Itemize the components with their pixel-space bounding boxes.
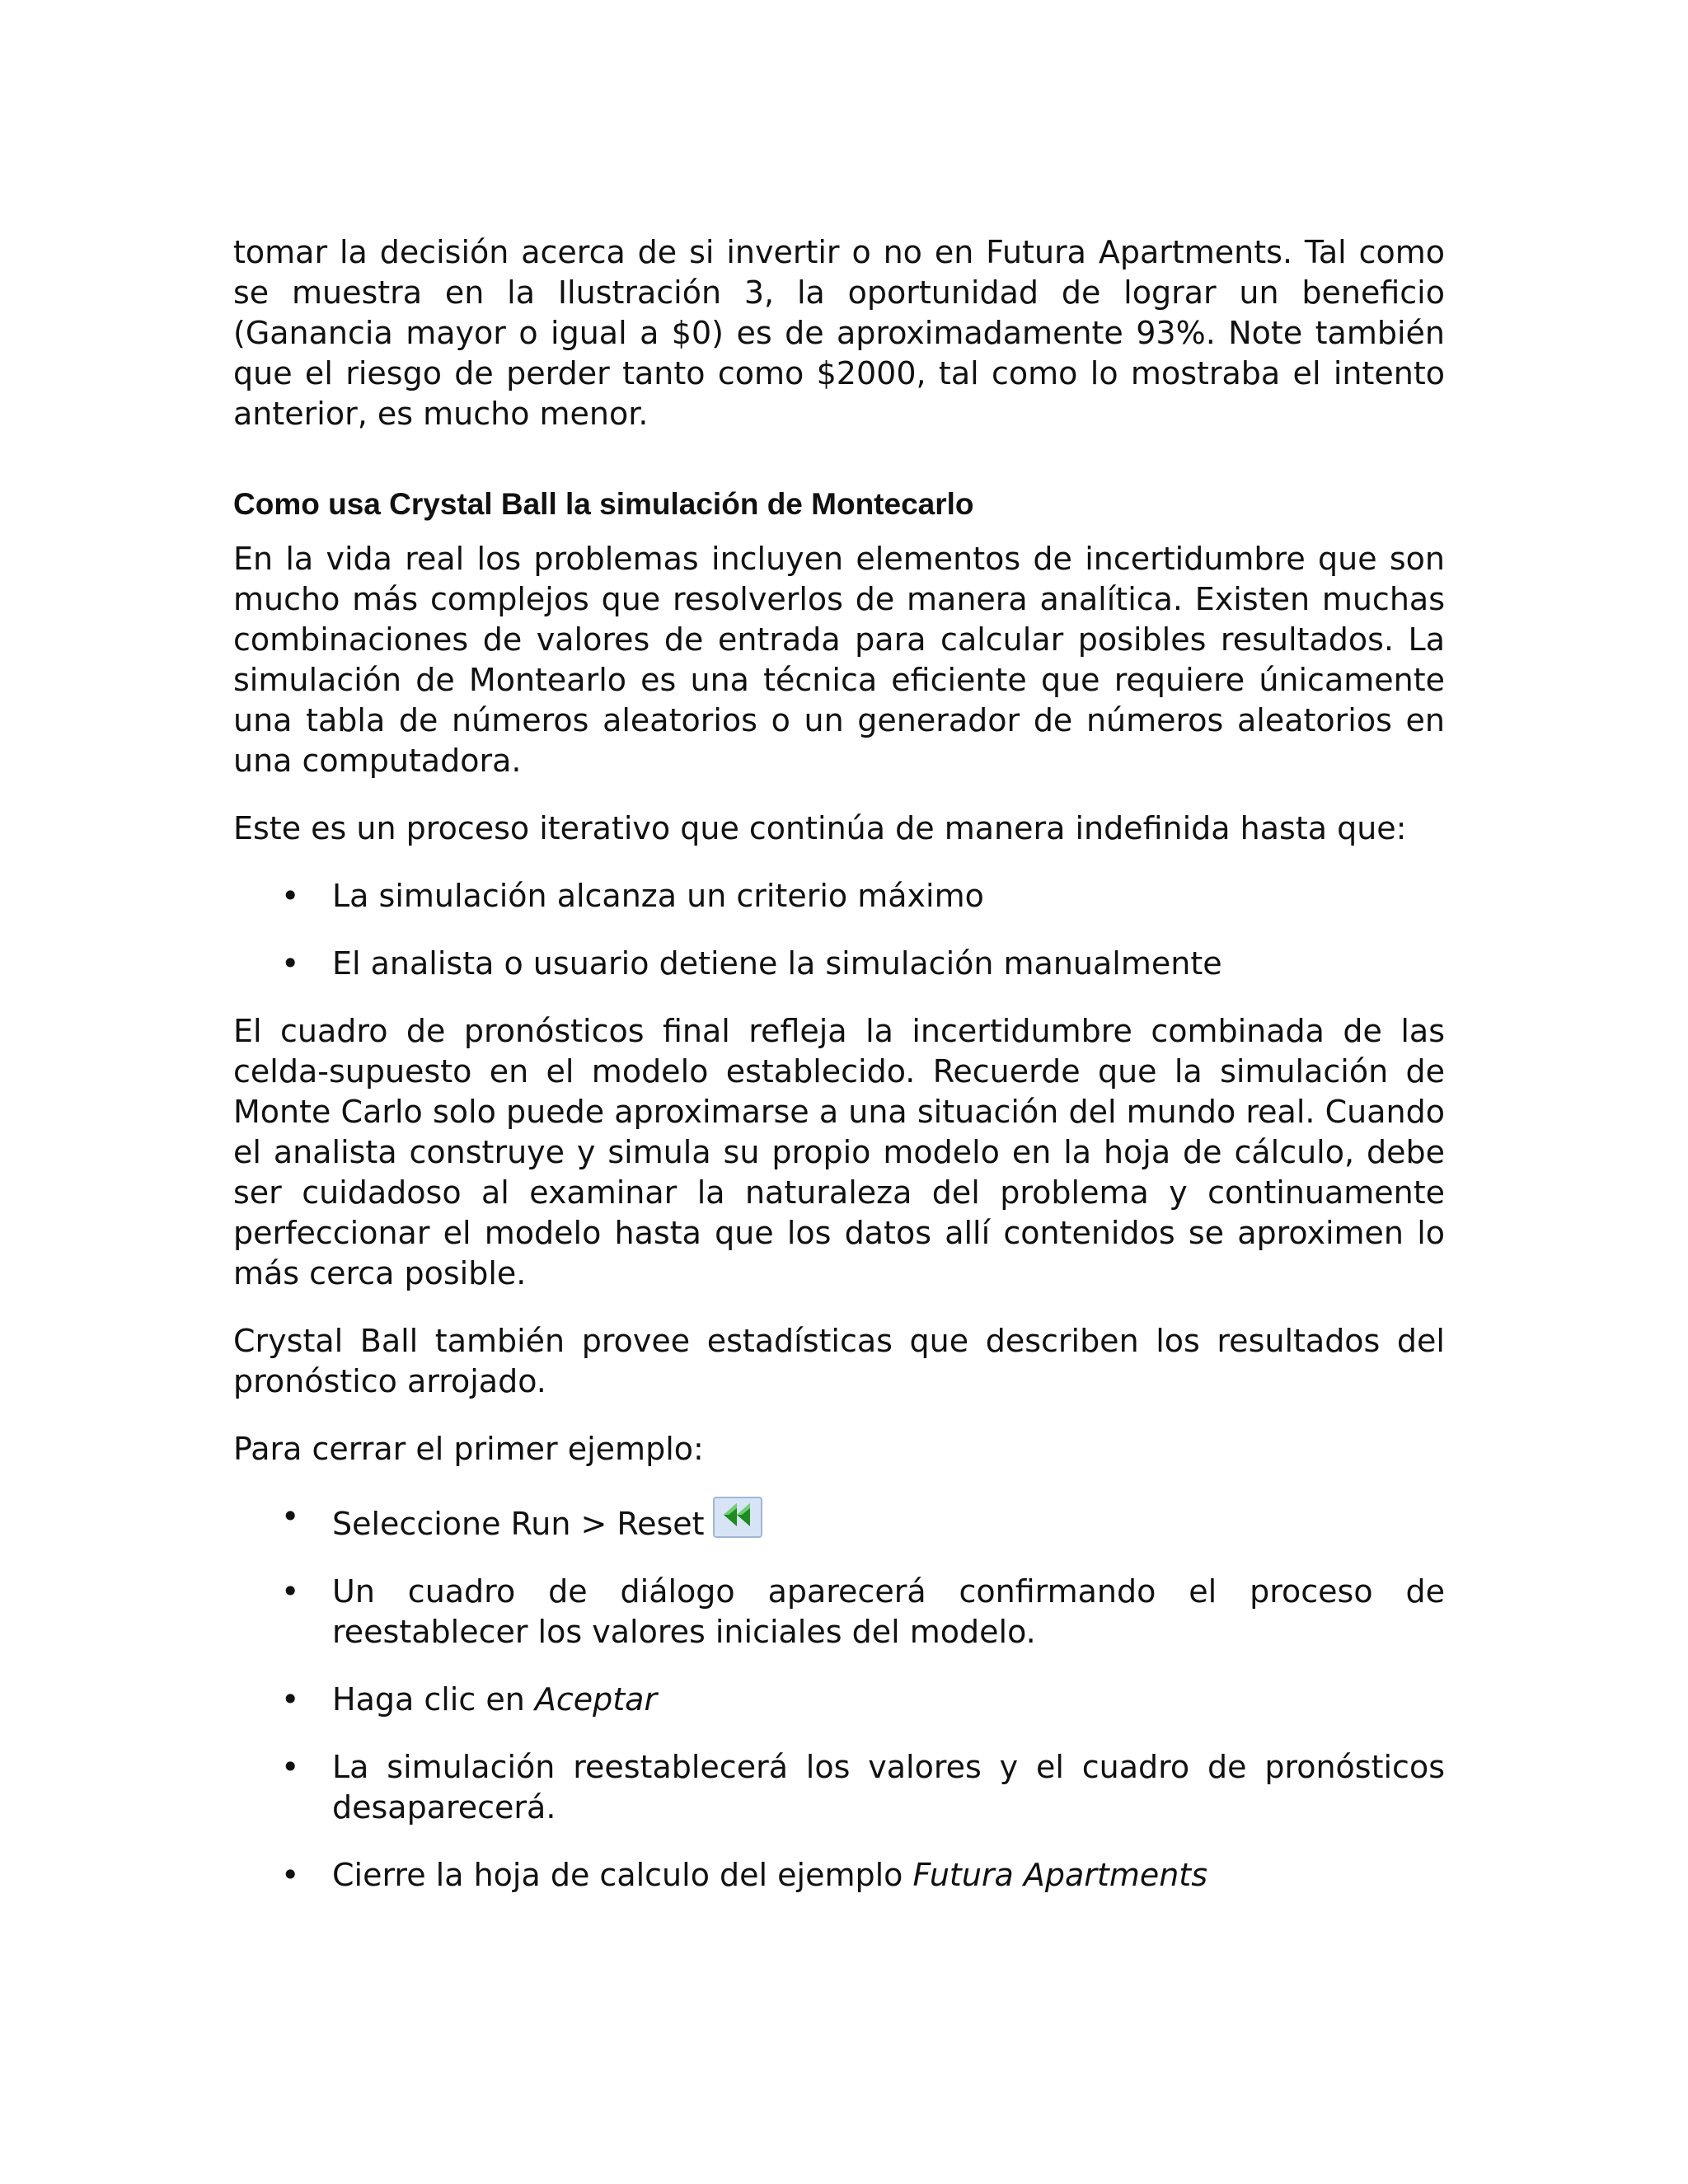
- list-item: [233, 1747, 1445, 1828]
- bullet: •: [281, 1573, 300, 1610]
- criteria-list: [233, 876, 1445, 984]
- paragraph-statistics: Crystal Ball también provee estadísticas que describen los resultados del pronóstico arrojado.: [233, 1323, 1445, 1399]
- list-item-emphasis: Aceptar: [534, 1681, 658, 1718]
- list-item: [233, 876, 1445, 916]
- bullet: •: [281, 1857, 300, 1893]
- bullet: •: [281, 1749, 300, 1785]
- list-item-text: La simulación alcanza un criterio máximo: [332, 878, 984, 914]
- bullet: •: [281, 878, 300, 914]
- paragraph-iterative: Este es un proceso iterativo que continúa de manera indefinida hasta que:: [233, 810, 1407, 846]
- list-item-text: Cierre la hoja de calculo del ejemplo: [332, 1857, 913, 1893]
- list-item: [233, 1572, 1445, 1652]
- list-item-text: Un cuadro de diálogo aparecerá confirmando el proceso de reestablecer los valores iniciales del modelo.: [332, 1573, 1445, 1650]
- intro-paragraph: tomar la decisión acerca de si invertir o no en Futura Apartments. Tal como se muestra en la Ilustración 3, la oportunidad de lograr un beneficio (Ganancia mayor o igual a $0) es de aproximadamente 93%. Note también que el riesgo de perder tanto como $2000, tal como lo mostraba el intento anterior, es mucho menor.: [233, 234, 1445, 432]
- list-item-text: Seleccione Run > Reset: [332, 1506, 705, 1542]
- list-item-text: Haga clic en: [332, 1681, 535, 1718]
- bullet: •: [281, 945, 300, 982]
- list-item-text: El analista o usuario detiene la simulación manualmente: [332, 945, 1222, 982]
- paragraph-forecast: El cuadro de pronósticos final refleja la incertidumbre combinada de las celda-supuesto en el modelo establecido. Recuerde que la simulación de Monte Carlo solo puede aproximarse a una situación del mundo real. Cuando el analista construye y simula su propio modelo en la hoja de cálculo, debe ser cuidadoso al examinar la naturaleza del problema y continuamente perfeccionar el modelo hasta que los datos allí contenidos se aproximen lo más cerca posible.: [233, 1013, 1445, 1291]
- steps-list: [233, 1497, 1445, 1896]
- paragraph-close-example: Para cerrar el primer ejemplo:: [233, 1431, 704, 1467]
- list-item: [233, 1497, 1445, 1544]
- list-item: [233, 1680, 1445, 1720]
- list-item: [233, 944, 1445, 984]
- bullet: •: [281, 1681, 300, 1718]
- paragraph-real-life: En la vida real los problemas incluyen elementos de incertidumbre que son mucho más complejos que resolverlos de manera analítica. Existen muchas combinaciones de valores de entrada para calcular posibles resultados. La simulación de Montearlo es una técnica eficiente que requiere únicamente una tabla de números aleatorios o un generador de números aleatorios en una computadora.: [233, 541, 1445, 779]
- section-heading: Como usa Crystal Ball la simulación de Montecarlo: [233, 487, 974, 521]
- list-item-text: La simulación reestablecerá los valores y el cuadro de pronósticos desaparecerá.: [332, 1749, 1445, 1825]
- list-item: [233, 1855, 1445, 1896]
- rewind-icon: [713, 1497, 762, 1538]
- list-item-emphasis: Futura Apartments: [912, 1857, 1207, 1893]
- document-page: [233, 232, 1445, 1896]
- bullet: •: [281, 1498, 300, 1535]
